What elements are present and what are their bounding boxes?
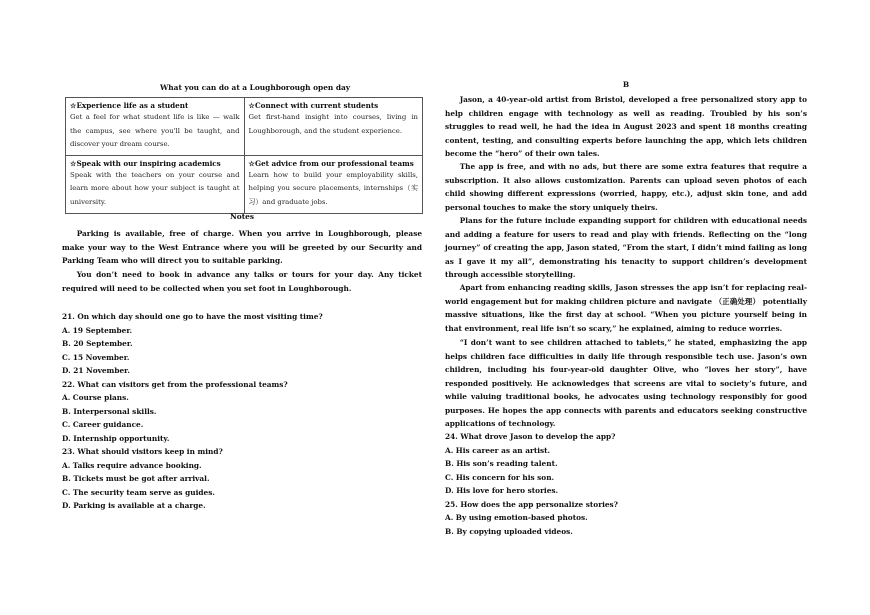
article-paragraph: “I don’t want to see children attached to tablets,” he stated, emphasizing the app helps children face difficulties in daily life through responsible tech use. Jason’s own children, including his four-year-old daughter Olive, who “loves her story”, have responded positively. He acknowledges that screens are vital to society’s future, and while valuing traditional books, he advocates using technology responsibly for good purposes. He hopes the app connects with parents and educators seeking constructive applications of technology. [445,338,807,428]
article-paragraph: The app is free, and with no ads, but there are some extra features that require a subscription. It also allows customization. Parents can upload seven photos of each child showing different expressions (worried, happy, etc.), adjust skin tone, and add personal touches to make the story uniquely theirs. [445,162,807,212]
answer-option: D. Parking is available at a charge. [62,501,206,510]
article-paragraph: Apart from enhancing reading skills, Jason stresses the app isn’t for replacing real-world engagement but for making children picture and navigate （正确处理） potentially massive situations, like the first day at school. “When you picture yourself being in that environment, real life isn’t so scary,” he explained, aiming to reduce worries. [445,283,807,333]
notes-paragraph: You don’t need to book in advance any talks or tours for your day. Any ticket required will need to be collected when you set foot in Loughborough. [62,270,422,293]
cell-heading: ☆Experience life as a student [70,101,189,110]
table-cell [244,155,423,213]
answer-option: B. Interpersonal skills. [62,406,157,416]
cell-heading: ☆Connect with current students [248,101,379,110]
answer-option: B. Tickets must be got after arrival. [62,474,210,483]
table-cell [66,155,245,213]
table-cell [244,98,423,156]
answer-option: A. 19 September. [62,325,133,335]
cell-body: Speak with the teachers on your course and learn more about how your subject is taught at university. [70,170,240,206]
cell-body: Learn how to build your employability skills, helping you secure placements, internships（实习）and graduate jobs. [248,170,418,206]
open-day-table-title: What you can do at a Loughborough open day [160,83,351,92]
answer-option: D. His love for hero stories. [445,486,559,495]
answer-option: D. 21 November. [62,366,130,375]
question-stem: 24. What drove Jason to develop the app? [445,432,616,441]
notes-title: Notes [230,212,254,221]
answer-option: C. The security team serve as guides. [62,487,215,497]
open-day-table [65,97,423,214]
answer-option: A. By using emotion-based photos. [445,513,588,522]
cell-heading: ☆Speak with our inspiring academics [70,158,221,168]
answer-option: B. 20 September. [62,339,133,348]
cell-heading: ☆Get advice from our professional teams [248,158,414,168]
question-block [445,430,618,538]
cell-body: Get first-hand insight into courses, living in Loughborough, and the student experience. [248,113,418,135]
answer-option: A. Course plans. [62,393,129,402]
question-stem: 25. How does the app personalize stories? [445,499,618,509]
cell-body: Get a feel for what student life is like — walk the campus, see where you'll be taught, and discover your dream course. [70,113,240,148]
answer-option: B. His son’s reading talent. [445,459,558,468]
answer-option: D. Internship opportunity. [62,433,170,443]
answer-option: A. His career as an artist. [445,445,551,455]
article-paragraph: Plans for the future include expanding support for children with educational needs and adding a feature for users to read and play with friends. Reflecting on the “long journey” of creating the app, Jason stated, “From the start, I didn’t mind failing as long as I gave it my all”, demonstrating his tenacity to support children’s development through accessible storytelling. [445,216,807,279]
answer-option: A. Talks require advance booking. [62,460,202,470]
question-stem: 23. What should visitors keep in mind? [62,447,223,456]
table-cell [66,98,245,156]
question-stem: 22. What can visitors get from the professional teams? [62,379,288,389]
question-block [62,310,323,513]
article-paragraph: Jason, a 40-year-old artist from Bristol, developed a free personalized story app to help children engage with technology as well as reading. Troubled by his son’s struggles to read well, he had the idea in August 2023 and spent 18 months creating content, testing, and consulting experts before launching the app, which lets children become the “hero” of their own tales. [445,95,807,158]
section-label: B [622,80,630,89]
notes-paragraph: Parking is available, free of charge. When you arrive in Loughborough, please make your way to the West Entrance where you will be greeted by our Security and Parking Team who will direct you to suitable parking. [62,229,422,265]
answer-option: B. By copying uploaded videos. [445,526,573,536]
answer-option: C. 15 November. [62,352,130,362]
answer-option: C. His concern for his son. [445,472,555,482]
answer-option: C. Career guidance. [62,420,144,429]
question-stem: 21. On which day should one go to have the most visiting time? [62,312,323,321]
